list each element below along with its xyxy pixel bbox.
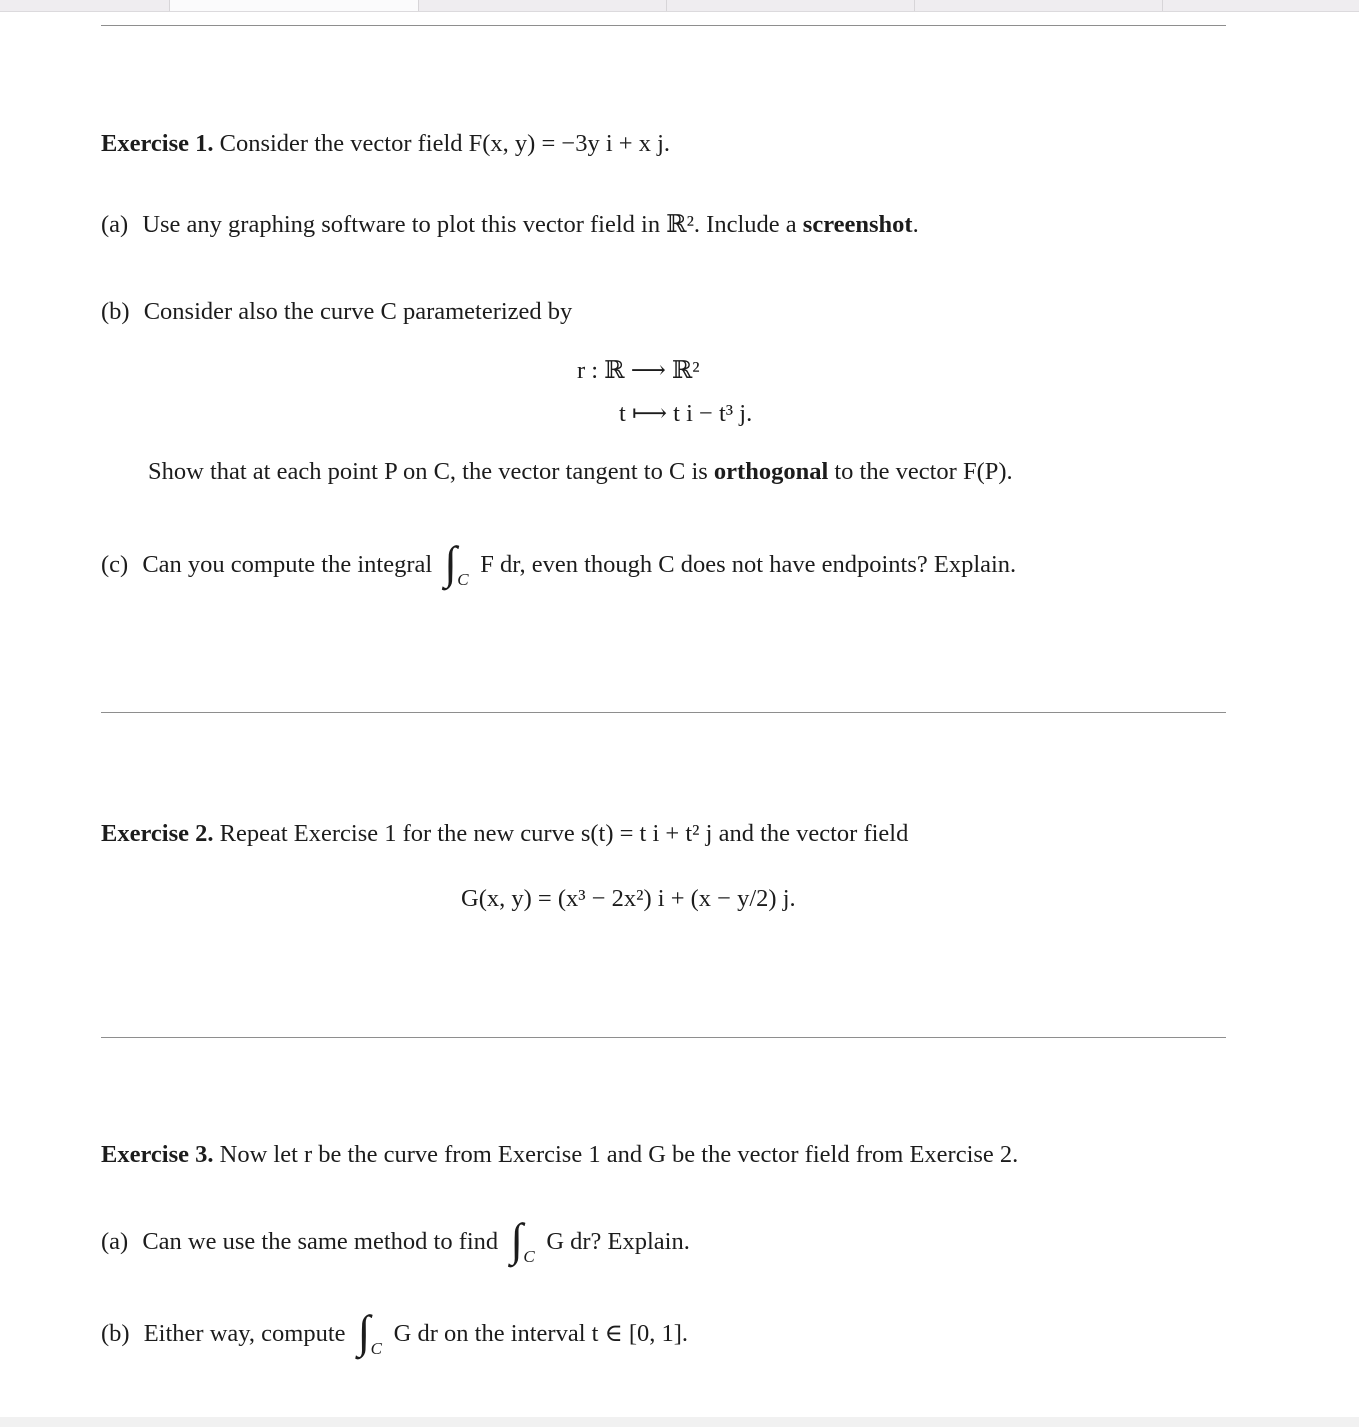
exercise-3b-pre: Either way, compute xyxy=(143,1320,346,1347)
exercise-1a-bold: screenshot xyxy=(802,211,913,238)
show-pre: Show that at each point P on C, the vector tangent to C is xyxy=(148,458,708,485)
integral-icon: ∫ C xyxy=(357,1306,382,1358)
part-label: (b) xyxy=(101,298,130,325)
exercise-1-intro xyxy=(101,129,670,159)
exercise-1b xyxy=(101,297,572,327)
exercise-2-label: Exercise 2. xyxy=(101,820,214,847)
exercise-1c-post: F dr, even though C does not have endpoints? Explain. xyxy=(480,551,1017,578)
browser-tab-strip xyxy=(0,0,1359,12)
exercise-1-text: Consider the vector field F(x, y) = −3y i + x j. xyxy=(219,130,671,157)
exercise-2-text: Repeat Exercise 1 for the new curve s(t) = t i + t² j and the vector field xyxy=(219,820,909,847)
exercise-3a-pre: Can we use the same method to find xyxy=(142,1228,499,1255)
exercise-1c-pre: Can you compute the integral xyxy=(142,551,433,578)
part-label: (a) xyxy=(101,211,129,238)
tab-4[interactable] xyxy=(667,0,915,11)
part-label: (b) xyxy=(101,1320,130,1347)
tab-1[interactable] xyxy=(0,0,170,11)
exercise-1-label: Exercise 1. xyxy=(101,130,214,157)
bottom-scroll-area xyxy=(0,1417,1359,1427)
exercise-3-intro xyxy=(101,1140,1018,1170)
part-label: (a) xyxy=(101,1228,129,1255)
exercise-1c xyxy=(101,537,1017,589)
map-line-2: t ⟼ t i − t³ j. xyxy=(619,400,753,427)
exercise-1a: (a) Use any graphing software to plot this vector field in ℝ². Include a screenshot. xyxy=(101,211,919,238)
show-bold: orthogonal xyxy=(713,458,829,485)
map-line-1: r : ℝ ⟶ ℝ² xyxy=(577,357,700,384)
exercise-1b-text: Consider also the curve C parameterized by xyxy=(143,298,573,325)
exercise-3-text: Now let r be the curve from Exercise 1 and G be the vector field from Exercise 2. xyxy=(219,1141,1019,1168)
tab-5[interactable] xyxy=(915,0,1163,11)
tab-2[interactable] xyxy=(170,0,419,11)
exercise-3-label: Exercise 3. xyxy=(101,1141,214,1168)
exercise-3b-post: G dr on the interval t ∈ [0, 1]. xyxy=(393,1320,689,1347)
exercise-3a xyxy=(101,1214,690,1266)
exercise-2-formula: G(x, y) = (x³ − 2x²) i + (x − y/2) j. xyxy=(461,885,796,912)
show-post: to the vector F(P). xyxy=(834,458,1013,485)
exercise-1a-text: Use any graphing software to plot this vector field in ℝ². Include a xyxy=(142,211,797,238)
part-label: (c) xyxy=(101,551,129,578)
integral-icon: ∫ C xyxy=(510,1214,535,1266)
exercise-3b xyxy=(101,1306,689,1358)
exercise-2-intro xyxy=(101,819,908,849)
top-rule xyxy=(101,25,1226,26)
exercise-3a-post: G dr? Explain. xyxy=(546,1228,690,1255)
divider-1 xyxy=(101,712,1226,713)
tab-3[interactable] xyxy=(419,0,667,11)
integral-icon: ∫ C xyxy=(444,537,469,589)
exercise-1b-show xyxy=(148,457,1013,487)
divider-2 xyxy=(101,1037,1226,1038)
tab-6[interactable] xyxy=(1163,0,1359,11)
